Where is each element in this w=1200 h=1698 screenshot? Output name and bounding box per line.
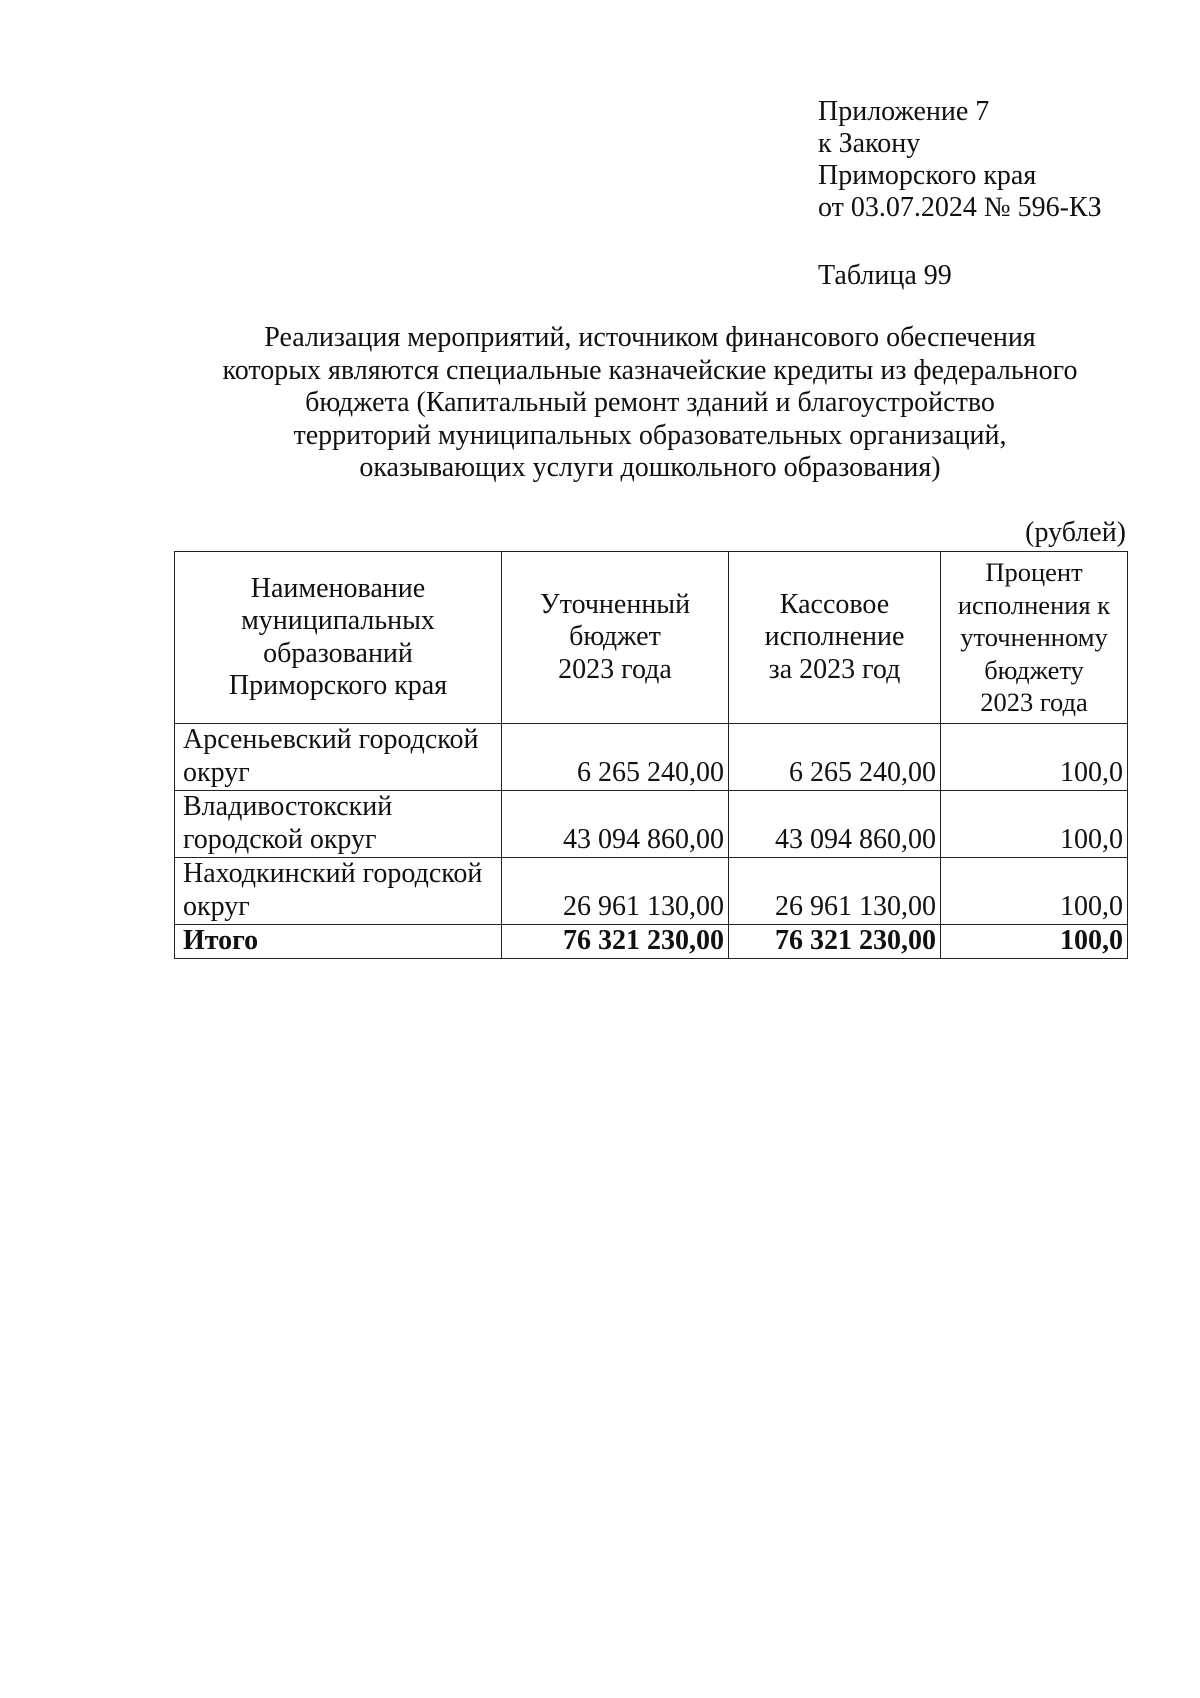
title-line: бюджета (Капитальный ремонт зданий и благоустройство [305,387,995,418]
percent-cell: 100,0 [941,858,1128,925]
budget-cell: 26 961 130,00 [502,858,729,925]
municipality-cell: Владивостокский городской округ [175,791,502,858]
percent-cell: 100,0 [941,791,1128,858]
header-percent: Процент исполнения к уточненному бюджету 2023 года [941,552,1128,724]
municipality-cell: Арсеньевский городской округ [175,724,502,791]
document-title [175,322,1125,485]
total-execution: 76 321 230,00 [729,925,941,959]
municipality-cell: Находкинский городской округ [175,858,502,925]
total-label: Итого [175,925,502,959]
table-number: Таблица 99 [818,260,952,291]
execution-cell: 26 961 130,00 [729,858,941,925]
title-line: территорий муниципальных образовательных организаций, [293,419,1007,451]
table-row [175,791,1128,858]
appendix-date: от 03.07.2024 № 596-КЗ [818,192,1102,223]
execution-cell: 43 094 860,00 [729,791,941,858]
budget-cell: 43 094 860,00 [502,791,729,858]
percent-cell: 100,0 [941,724,1128,791]
header-budget: Уточненный бюджет 2023 года [502,552,729,724]
appendix-law-ref: к Закону [818,128,921,159]
header-municipality: Наименование муниципальных образований Приморского края [175,552,502,724]
table-total-row [175,925,1128,959]
execution-cell: 6 265 240,00 [729,724,941,791]
total-percent: 100,0 [941,925,1128,959]
title-line: которых являются специальные казначейские кредиты из федерального [222,354,1078,386]
table-header-row [175,552,1128,724]
title-line: Реализация мероприятий, источником финансового обеспечения [264,322,1036,353]
appendix-region: Приморского края [818,160,1037,191]
title-line: оказывающих услуги дошкольного образования) [359,452,941,483]
table-row [175,724,1128,791]
total-budget: 76 321 230,00 [502,925,729,959]
table-row [175,858,1128,925]
header-execution: Кассовое исполнение за 2023 год [729,552,941,724]
units-label: (рублей) [1025,517,1126,548]
budget-table [174,551,1128,959]
budget-cell: 6 265 240,00 [502,724,729,791]
appendix-number: Приложение 7 [818,96,990,127]
appendix-heading [818,96,1102,224]
